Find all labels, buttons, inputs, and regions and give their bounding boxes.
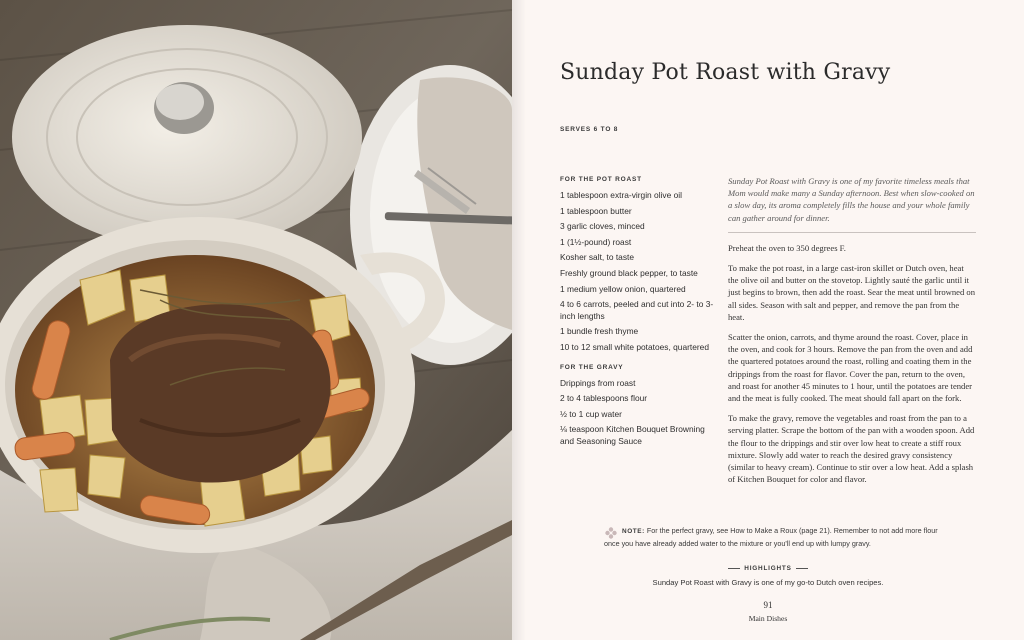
ingredient-item: Kosher salt, to taste [560, 252, 635, 263]
ingredient-item: Freshly ground black pepper, to taste [560, 267, 698, 278]
highlights-text: Sunday Pot Roast with Gravy is one of my go-to Dutch oven recipes. [652, 578, 884, 587]
page-number: 91 [763, 600, 773, 610]
ingredient-list-gravy [560, 378, 716, 448]
ingredients-column [560, 176, 716, 452]
recipe-intro: Sunday Pot Roast with Gravy is one of my favorite timeless meals that Mom would make many a Sunday afternoon. Best when slow-cooked on a slow day, its aroma completely fills the house and your whole family can gather around for dinner. [728, 175, 976, 233]
ingredient-item: ½ to 1 cup water [560, 408, 622, 419]
ingredient-item: 1 tablespoon butter [560, 205, 632, 216]
highlights [560, 556, 976, 587]
ingredient-item: 10 to 12 small white potatoes, quartered [560, 341, 709, 352]
gutter-shadow [512, 0, 526, 640]
recipe-page [512, 0, 1024, 640]
method-step: Scatter the onion, carrots, and thyme around the roast. Cover, place in the oven, and cook for 3 hours. Remove the pan from the oven and add the quartered potatoes around the roast, rolling and coating them in the drippings from the roast for flavor. Cover the pan, return to the oven, and roast for another 45 minutes to 1 hour, until the potatoes are tender and the meat is fully cooked. The meat should fall apart on the fork. [728, 332, 973, 404]
ingredient-list-pot-roast [560, 190, 716, 354]
highlights-label: HIGHLIGHTS [744, 565, 792, 572]
method-step: To make the gravy, remove the vegetables and roast from the pan to a serving platter. Scrape the bottom of the pan with a wooden spoon. Add the flour to the drippings and stir over low heat to create a stiff roux mixture. Slowly add water to reach the desired gravy consistency (similar to heavy cream). Continue to stir over a low heat. Add a splash of Kitchen Bouquet for color and flavor. [728, 413, 975, 485]
method-column [728, 175, 976, 493]
ingredient-item: Drippings from roast [560, 377, 636, 388]
ingredient-item: 3 garlic cloves, minced [560, 221, 645, 232]
ingredients-heading-gravy: FOR THE GRAVY [560, 363, 624, 371]
ingredient-item: 1 tablespoon extra-virgin olive oil [560, 190, 682, 200]
recipe-title: Sunday Pot Roast with Gravy [560, 60, 891, 85]
method-step: Preheat the oven to 350 degrees F. [728, 242, 846, 253]
ingredients-heading-pot-roast: FOR THE POT ROAST [560, 176, 642, 183]
note-text: For the perfect gravy, see How to Make a Roux (page 21). Remember to not add more flour once you have already added water to the mixture or you'll end up with lumpy gravy. [604, 526, 938, 548]
ingredient-item: 1 medium yellow onion, quartered [560, 283, 686, 294]
serves-label: SERVES 6 TO 8 [560, 126, 619, 133]
method-steps [728, 242, 976, 486]
divider-line [728, 568, 740, 569]
recipe-note [604, 525, 944, 550]
ingredient-item: 4 to 6 carrots, peeled and cut into 2- to 3-inch lengths [560, 299, 714, 321]
method-step: To make the pot roast, in a large cast-iron skillet or Dutch oven, heat the olive oil and butter on the stovetop. Lightly sauté the garlic until it just begins to brown, then add the roast. Sear the meat until browned on all sides. Season with salt and pepper, and remove the pan from the heat. [728, 263, 976, 322]
section-name: Main Dishes [748, 614, 788, 623]
highlights-heading [728, 565, 807, 572]
note-label: NOTE: [622, 528, 645, 535]
ingredient-item: 1 bundle fresh thyme [560, 326, 639, 337]
divider-line [796, 568, 808, 569]
ingredient-item: 1 (1½-pound) roast [560, 236, 632, 247]
dutch-oven-lid [12, 25, 362, 249]
ingredient-item: 2 to 4 tablespoons flour [560, 393, 648, 404]
ingredient-item: ⅛ teaspoon Kitchen Bouquet Browning and Seasoning Sauce [560, 424, 705, 446]
